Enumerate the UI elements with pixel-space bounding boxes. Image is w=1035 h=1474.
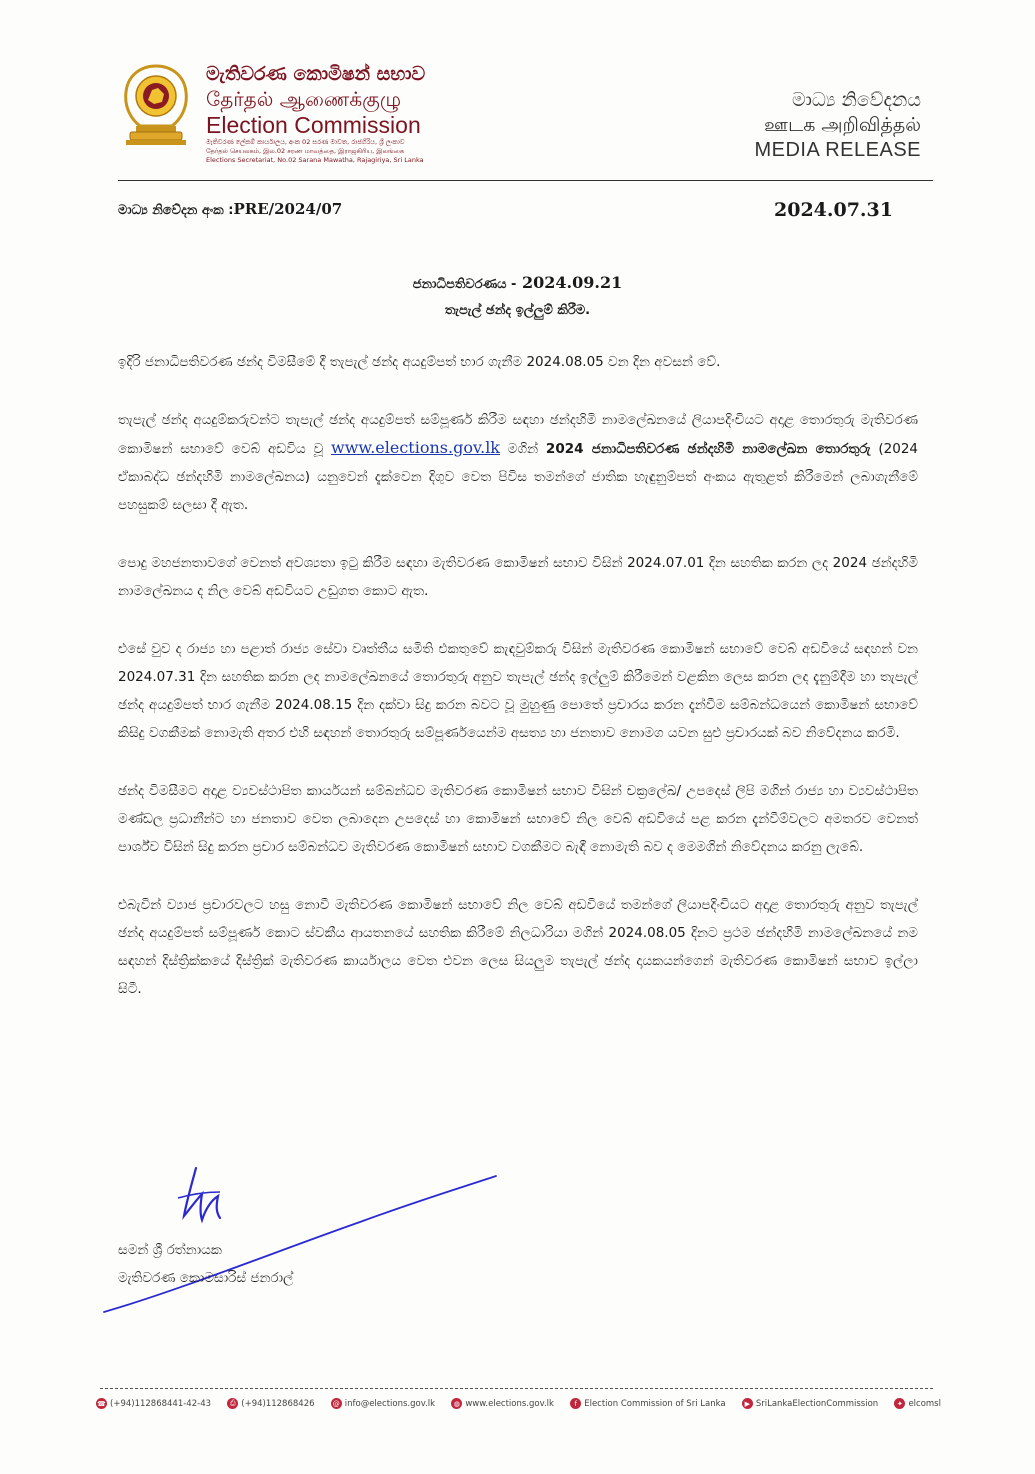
email-address[interactable]: info@elections.gov.lk [344, 1398, 436, 1409]
signatory-designation: මැතිවරණ කොමසාරිස් ජනරාල් [118, 1270, 294, 1286]
paragraph-2-text-c: (2024 ඒකාබද්ධ ඡන්දහිමි නාමලේඛනය) යනුවෙන් දැක්වෙන දිගුව වෙත පිවිස තමන්ගේ ජාතික හැඳුනුම්පත් අංකය ඇතුළත් කිරීමෙන් ලබාගැනීමේ පහසුකම් සලසා දී ඇත. [118, 441, 919, 513]
phone-icon: ☎ [97, 1399, 106, 1408]
release-body [118, 348, 918, 1033]
paragraph-1: ඉදිරි ජනාධිපතිවරණ ඡන්ද විමසීමේ දී තැපැල් ඡන්ද අයදුම්පත් භාර ගැනීම 2024.08.05 වන දින අවසන් වේ. [118, 354, 721, 370]
release-label-sinhala: මාධ්‍ය නිවේදනය [791, 89, 921, 111]
release-date: 2024.07.31 [774, 199, 893, 221]
address-tamil: தேர்தல் செயலகம், இல.02 சரண மாவத்தை, இராஜகிரிய, இலங்கை [206, 147, 405, 155]
title-election-date: 2024.09.21 [516, 273, 623, 292]
website-address[interactable]: www.elections.gov.lk [465, 1398, 554, 1409]
twitter-handle[interactable]: elcomsl [908, 1398, 941, 1409]
title-election: ජනාධිපතිවරණය - [412, 277, 517, 292]
reference-number [118, 200, 342, 218]
footer-phone [96, 1398, 211, 1409]
address-english: Elections Secretariat, No.02 Sarana Mawatha, Rajagiriya, Sri Lanka [206, 156, 424, 164]
document-title [0, 270, 1035, 324]
org-name-tamil: தேர்தல் ஆணைக்குழு [206, 87, 402, 111]
org-name-sinhala: මැතිවරණ කොමිෂන් සභාව [206, 63, 426, 85]
elections-website-link[interactable]: www.elections.gov.lk [331, 438, 500, 457]
paragraph-4: එසේ වුව ද රාජ්‍ය හා පළාත් රාජ්‍ය සේවා වෘත්තීය සමිති එකතුවේ කැඳවුම්කරු විසින් මැතිවරණ කොමිෂන් සභාවේ වෙබ් අඩවියේ සඳහන් වන 2024.07.31 දින සහතික කරන ලද නාමලේඛනයේ තොරතුරු අනුව තැපැල් ඡන්ද ඉල්ලුම් කිරීමෙන් වළකින ලෙස කරන ලද දැනුම්දීම හා තැපැල් ඡන්ද අයදුම්පත් භාර ගැනීම 2024.08.15 දින දක්වා සිදු කරන බවට වූ මුහුණු පොතේ ප්‍රචාරය කරන දැන්වීම සම්බන්ධයෙන් කොමිෂන් සභාවේ කිසිදු වගකීමක් නොමැති අතර එහි සඳහන් තොරතුරු සම්පූර්ණයෙන්ම අසත්‍ය හා ජනතාව නොමග යවන සුළු ප්‍රචාරයක් බව නිවේදනය කරමි. [118, 641, 918, 741]
address-sinhala: මැතිවරණ ලේකම් කාර්යාලය, අංක 02 සරණ මාවත, රාජගිරිය, ශ්‍රී ලංකාව [206, 138, 405, 146]
facebook-icon: f [570, 1398, 581, 1409]
fax-icon: ⎙ [227, 1398, 238, 1409]
release-label-tamil: ஊடக அறிவித்தல் [764, 114, 921, 136]
release-label-english: MEDIA RELEASE [754, 139, 921, 161]
election-commission-emblem-icon [118, 62, 194, 148]
facebook-page[interactable]: Election Commission of Sri Lanka [584, 1398, 726, 1409]
youtube-channel[interactable]: SriLankaElectionCommission [755, 1398, 879, 1409]
fax-number: (+94)112868426 [241, 1398, 315, 1409]
footer-twitter[interactable] [894, 1398, 941, 1409]
footer-fax [227, 1398, 314, 1409]
contact-footer [96, 1398, 941, 1409]
footer-youtube[interactable] [742, 1398, 878, 1409]
signatory-block [118, 1236, 293, 1292]
paragraph-2-bold: 2024 ජනාධිපතිවරණ ඡන්දහිමි නාමලේඛන තොරතුරු [545, 441, 871, 457]
phone-number: (+94)112868441-42-43 [110, 1398, 212, 1409]
title-subject: තැපැල් ඡන්ද ඉල්ලුම් කිරීම. [444, 303, 591, 318]
footer-facebook[interactable] [570, 1398, 725, 1409]
paragraph-5: ඡන්ද විමසීමට අදාළ ව්‍යවස්ථාපිත කාර්යයන් සම්බන්ධව මැතිවරණ කොමිෂන් සභාව විසින් චක්‍රලේඛ/ උපදෙස් ලිපි මගින් රාජ්‍ය හා ව්‍යවස්ථාපිත මණ්ඩල ප්‍රධානීන්ට හා ජනතාව වෙත ලබාදෙන උපදෙස් හා කොමිෂන් සභාවේ නිල වෙබ් අඩවියේ පළ කරන දැන්වීම්වලට අමතරව වෙනත් පාර්ශ්ව විසින් සිදු කරන ප්‍රචාර සම්බන්ධව මැතිවරණ කොමිෂන් සභාව වගකීමට බැඳී නොමැති බව ද මෙමගින් නිවේදනය කරනු ලැබේ. [118, 783, 918, 855]
org-name-english: Election Commission [206, 112, 421, 138]
footer-divider [100, 1388, 933, 1389]
media-release-heading [701, 88, 921, 163]
youtube-icon: ▶ [742, 1398, 753, 1409]
header-divider [118, 180, 933, 181]
paragraph-2 [118, 406, 918, 519]
paragraph-2-text-b: මගින් [507, 441, 539, 457]
organization-name-block [206, 62, 456, 165]
twitter-icon: ✦ [894, 1398, 905, 1409]
reference-label: මාධ්‍ය නිවේදන අංක : [118, 203, 234, 218]
signatory-name: සමන් ශ්‍රී රත්නායක [118, 1242, 222, 1258]
globe-icon: ◍ [451, 1398, 462, 1409]
handwritten-signature-icon [100, 1150, 520, 1320]
reference-value: PRE/2024/07 [233, 200, 343, 218]
footer-website[interactable] [451, 1398, 554, 1409]
paragraph-2-text-a: තැපැල් ඡන්ද අයදුම්කරුවන්ට තැපැල් ඡන්ද අයදුම්පත් සම්පූර්ණ කිරීම සඳහා ඡන්දහිමි නාමලේඛනයේ ලියාපදිංචියට අදාළ තොරතුරු මැතිවරණ කොමිෂන් සභාවේ වෙබ් අඩවිය වූ [118, 412, 918, 457]
footer-email[interactable] [331, 1398, 435, 1409]
paragraph-6: එබැවින් ව්‍යාජ ප්‍රචාරවලට හසු නොවී මැතිවරණ කොමිෂන් සභාවේ නිල වෙබ් අඩවියේ තමන්ගේ ලියාපදිංචියට අදාළ තොරතුරු අනුව තැපැල් ඡන්ද අයදුම්පත් සම්පූර්ණ කොට ස්වකීය ආයතනයේ සහතික කිරීමේ නිලධාරියා මගින් 2024.08.05 දිනට ප්‍රථම ඡන්දහිමි නාමලේඛනයේ නම සඳහන් දිස්ත්‍රික්කයේ දිස්ත්‍රික් මැතිවරණ කාර්යාලය වෙත එවන ලෙස සියලුම තැපැල් ඡන්ද දායකයන්ගෙන් මැතිවරණ කොමිෂන් සභාව ඉල්ලා සිටී. [118, 897, 918, 997]
paragraph-3: පොදු මහජනතාවගේ වෙනත් අවශ්‍යතා ඉටු කිරීම සඳහා මැතිවරණ කොමිෂන් සභාව විසින් 2024.07.01 දින සහතික කරන ලද 2024 ඡන්දහිමි නාමලේඛනය ද නිල වෙබ් අඩවියට උඩුගත කොට ඇත. [118, 555, 918, 599]
email-icon: @ [332, 1399, 340, 1408]
